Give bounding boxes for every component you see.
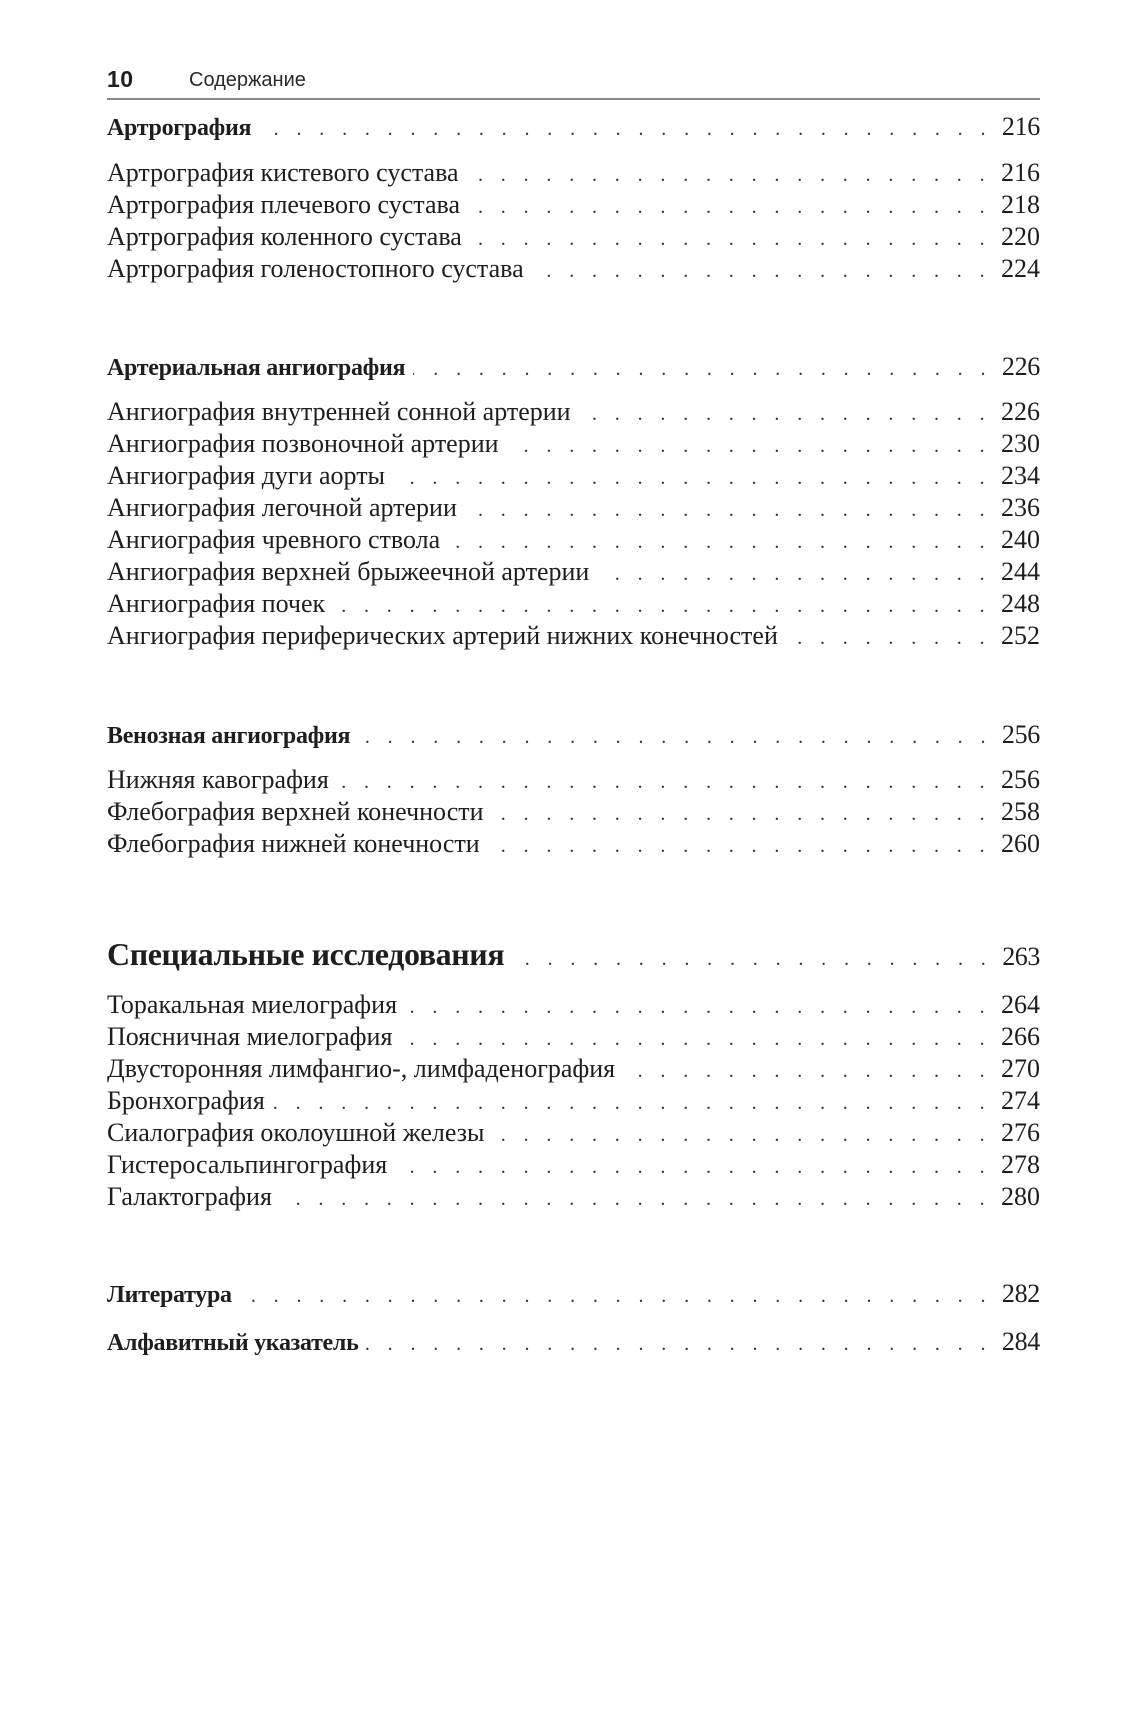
toc-page-number: 216 bbox=[1001, 158, 1040, 187]
toc-page-number: 216 bbox=[1001, 112, 1040, 141]
toc-heading-title: Венозная ангиография bbox=[107, 723, 351, 749]
toc-page-number: 234 bbox=[1001, 461, 1040, 490]
dot-leader bbox=[623, 1055, 991, 1087]
dot-leader bbox=[413, 353, 992, 385]
dot-leader bbox=[492, 1119, 991, 1151]
dot-leader bbox=[465, 494, 991, 526]
toc-entry-title: Ангиография периферических артерий нижних конечностей bbox=[107, 621, 778, 650]
toc-page-number: 274 bbox=[1001, 1086, 1040, 1115]
dot-leader bbox=[337, 766, 991, 798]
toc-entry-title: Ангиография верхней брыжеечной артерии bbox=[107, 557, 590, 586]
toc-entry-title: Бронхография bbox=[107, 1086, 265, 1115]
toc-heading-arterial-angiography[interactable] bbox=[107, 351, 1040, 385]
dot-leader bbox=[468, 191, 991, 223]
toc-entry[interactable] bbox=[107, 828, 1040, 862]
toc-entry-title: Ангиография дуги аорты bbox=[107, 461, 386, 490]
toc-page-number: 280 bbox=[1001, 1182, 1040, 1211]
dot-leader bbox=[358, 721, 992, 753]
toc-page-number: 264 bbox=[1001, 990, 1040, 1019]
toc-entry-title: Поясничная миелография bbox=[107, 1022, 393, 1051]
toc-entry[interactable] bbox=[107, 989, 1040, 1023]
toc-page-number: 278 bbox=[1001, 1150, 1040, 1179]
dot-leader bbox=[786, 622, 991, 654]
toc-chapter-title: Специальные исследования bbox=[107, 936, 505, 972]
toc-entry[interactable] bbox=[107, 460, 1040, 494]
toc-entry-title: Флебография нижней конечности bbox=[107, 829, 480, 858]
toc-entry-title: Торакальная миелография bbox=[107, 990, 398, 1019]
dot-leader bbox=[333, 590, 991, 622]
toc-entry[interactable] bbox=[107, 253, 1040, 287]
toc-heading-title: Артрография bbox=[107, 115, 252, 141]
dot-leader bbox=[597, 558, 991, 590]
toc-page-number: 266 bbox=[1001, 1022, 1040, 1051]
toc-heading-title: Алфавитный указатель bbox=[107, 1330, 359, 1356]
toc-page-number: 256 bbox=[1001, 720, 1040, 749]
dot-leader bbox=[467, 159, 991, 191]
dot-leader bbox=[579, 398, 991, 430]
toc-page-number: 252 bbox=[1001, 621, 1040, 650]
dot-leader bbox=[393, 462, 991, 494]
toc-page-number: 263 bbox=[1002, 942, 1040, 971]
toc-page-number: 244 bbox=[1001, 557, 1040, 586]
dot-leader bbox=[488, 830, 991, 862]
dot-leader bbox=[492, 798, 991, 830]
toc-entry-title: Артрография кистевого сустава bbox=[107, 158, 459, 187]
toc-page-number: 240 bbox=[1001, 525, 1040, 554]
toc-heading-index[interactable] bbox=[107, 1326, 1040, 1360]
dot-leader bbox=[512, 940, 992, 978]
toc-page-number: 226 bbox=[1001, 352, 1040, 381]
toc-entry[interactable] bbox=[107, 1021, 1040, 1055]
toc-entry[interactable] bbox=[107, 1085, 1040, 1119]
toc-entry-title: Артрография голеностопного сустава bbox=[107, 254, 524, 283]
toc-heading-title: Литература bbox=[107, 1282, 232, 1308]
toc-page-number: 230 bbox=[1001, 429, 1040, 458]
toc-entry[interactable] bbox=[107, 588, 1040, 622]
toc-entry-title: Гистеросальпингография bbox=[107, 1150, 388, 1179]
toc-entry[interactable] bbox=[107, 189, 1040, 223]
toc-chapter-special-studies[interactable] bbox=[107, 935, 1040, 978]
toc-entry[interactable] bbox=[107, 524, 1040, 558]
toc-entry-title: Ангиография легочной артерии bbox=[107, 493, 457, 522]
toc-entry[interactable] bbox=[107, 1149, 1040, 1183]
toc-entry-title: Сиалография околоушной железы bbox=[107, 1118, 485, 1147]
toc-page-number: 236 bbox=[1001, 493, 1040, 522]
toc-entry-title: Двусторонняя лимфангио-, лимфаденография bbox=[107, 1054, 616, 1083]
toc-page-number: 284 bbox=[1001, 1327, 1040, 1356]
running-head bbox=[107, 62, 1040, 100]
dot-leader bbox=[240, 1280, 992, 1312]
toc-page-number: 270 bbox=[1001, 1054, 1040, 1083]
dot-leader bbox=[280, 1183, 991, 1215]
toc-entry-title: Артрография плечевого сустава bbox=[107, 190, 460, 219]
toc-entry-title: Галактография bbox=[107, 1182, 272, 1211]
toc-page-number: 258 bbox=[1001, 797, 1040, 826]
running-title: Содержание bbox=[189, 69, 306, 91]
dot-leader bbox=[470, 223, 991, 255]
toc-page-number: 276 bbox=[1001, 1118, 1040, 1147]
toc-entry-title: Нижняя кавография bbox=[107, 765, 329, 794]
toc-page-number: 226 bbox=[1001, 397, 1040, 426]
toc-heading-references[interactable] bbox=[107, 1278, 1040, 1312]
toc-entry[interactable] bbox=[107, 1053, 1040, 1087]
toc-entry-title: Ангиография чревного ствола bbox=[107, 525, 441, 554]
dot-leader bbox=[395, 1151, 991, 1183]
toc-heading-arthrography[interactable] bbox=[107, 111, 1040, 145]
toc-entry[interactable] bbox=[107, 221, 1040, 255]
toc-entry[interactable] bbox=[107, 396, 1040, 430]
dot-leader bbox=[532, 255, 991, 287]
toc-entry-title: Ангиография позвоночной артерии bbox=[107, 429, 499, 458]
toc-entry[interactable] bbox=[107, 764, 1040, 798]
toc-page-number: 218 bbox=[1001, 190, 1040, 219]
toc-page-number: 248 bbox=[1001, 589, 1040, 618]
toc-page-number: 256 bbox=[1001, 765, 1040, 794]
toc-entry[interactable] bbox=[107, 620, 1040, 654]
dot-leader bbox=[366, 1328, 991, 1360]
dot-leader bbox=[273, 1087, 991, 1119]
toc-entry[interactable] bbox=[107, 428, 1040, 462]
dot-leader bbox=[448, 526, 991, 558]
dot-leader bbox=[507, 430, 991, 462]
toc-entry[interactable] bbox=[107, 796, 1040, 830]
toc-entry-title: Артрография коленного сустава bbox=[107, 222, 462, 251]
toc-entry-title: Флебография верхней конечности bbox=[107, 797, 484, 826]
toc-entry[interactable] bbox=[107, 157, 1040, 191]
toc-page-number: 282 bbox=[1001, 1279, 1040, 1308]
toc-page-number: 220 bbox=[1001, 222, 1040, 251]
toc-page-number: 224 bbox=[1001, 254, 1040, 283]
toc-entry[interactable] bbox=[107, 492, 1040, 526]
toc-entry[interactable] bbox=[107, 1181, 1040, 1215]
toc-entry[interactable] bbox=[107, 556, 1040, 590]
dot-leader bbox=[405, 991, 991, 1023]
dot-leader bbox=[259, 113, 992, 145]
toc-page-number: 260 bbox=[1001, 829, 1040, 858]
dot-leader bbox=[400, 1023, 991, 1055]
toc-heading-title: Артериальная ангиография bbox=[107, 355, 406, 381]
page-number: 10 bbox=[107, 66, 134, 92]
toc-entry[interactable] bbox=[107, 1117, 1040, 1151]
toc-heading-venous-angiography[interactable] bbox=[107, 719, 1040, 753]
toc-entry-title: Ангиография внутренней сонной артерии bbox=[107, 397, 571, 426]
toc-entry-title: Ангиография почек bbox=[107, 589, 326, 618]
